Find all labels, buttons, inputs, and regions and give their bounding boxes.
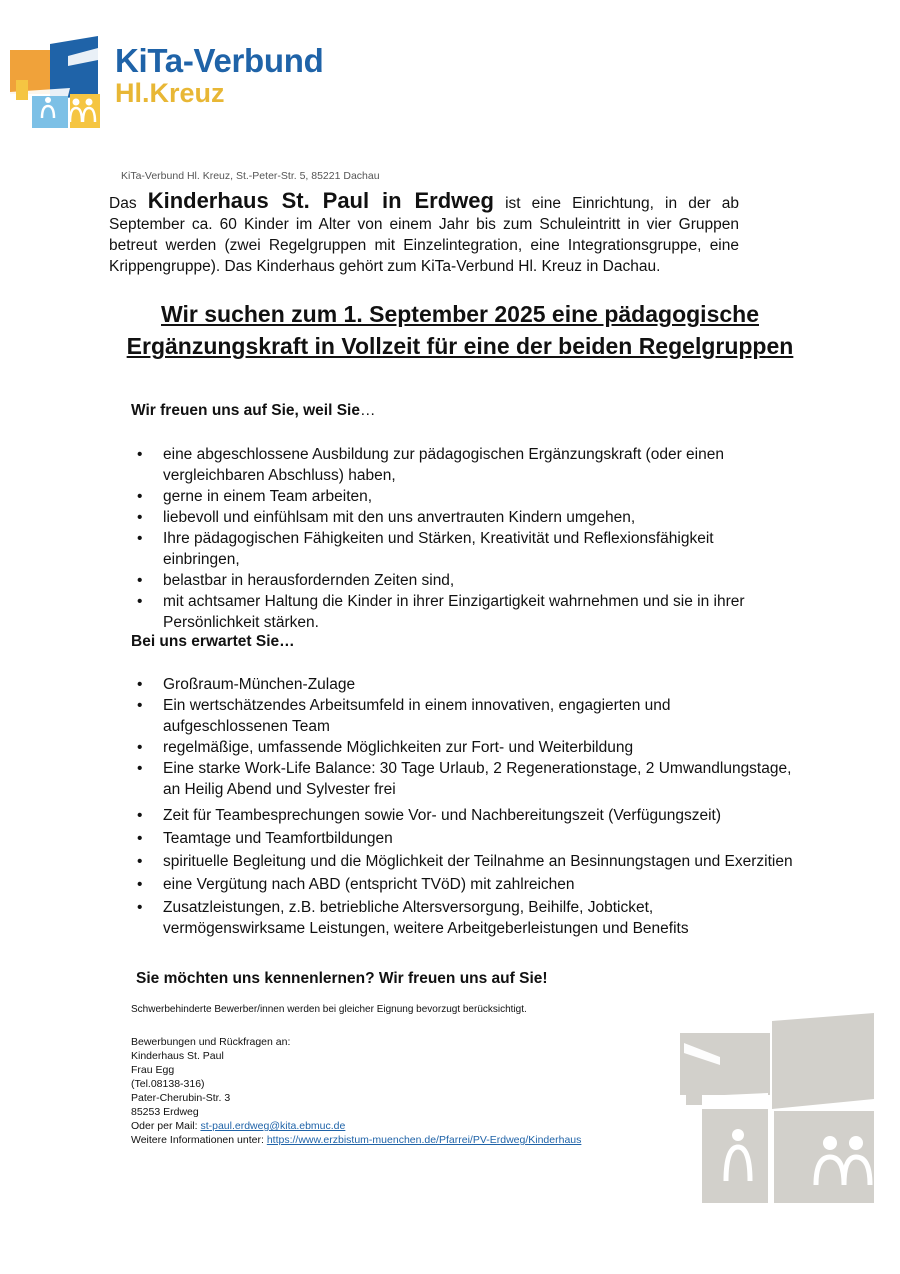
logo-subtitle: Hl.Kreuz bbox=[115, 78, 225, 108]
job-headline bbox=[90, 298, 830, 362]
bullet-icon: • bbox=[137, 807, 143, 824]
list-item: • Zusatzleistungen, z.B. betriebliche Altersversorgung, Beihilfe, Jobticket, vermögenswirksame Leistungen, weitere Arbeitgeberleistungen und Benefits bbox=[137, 899, 689, 937]
bullet-icon: • bbox=[137, 853, 143, 870]
bullet-icon: • bbox=[137, 760, 143, 777]
contact-mail-line: Oder per Mail: st-paul.erdweg@kita.ebmuc.de bbox=[131, 1120, 346, 1132]
email-link[interactable]: st-paul.erdweg@kita.ebmuc.de bbox=[200, 1120, 346, 1132]
bullet-icon: • bbox=[137, 739, 143, 756]
bullet-icon: • bbox=[137, 830, 143, 847]
list-item: • eine Vergütung nach ABD (entspricht TVöD) mit zahlreichen bbox=[137, 876, 575, 893]
contact-street: Pater-Cherubin-Str. 3 bbox=[131, 1092, 231, 1104]
logo-name: KiTa-Verbund bbox=[115, 42, 324, 79]
bullet-icon: • bbox=[137, 530, 143, 547]
list-item: • Ein wertschätzendes Arbeitsumfeld in einem innovativen, engagierten und aufgeschlossenen Team bbox=[137, 697, 671, 735]
bullet-icon: • bbox=[137, 593, 143, 610]
list-item: • liebevoll und einfühlsam mit den uns anvertrauten Kindern umgehen, bbox=[137, 509, 636, 526]
headline-line-1: Wir suchen zum 1. September 2025 eine pädagogische bbox=[161, 301, 759, 327]
headline-line-2: Ergänzungskraft in Vollzeit für eine der beiden Regelgruppen bbox=[126, 333, 794, 359]
bullet-icon: • bbox=[137, 876, 143, 893]
cross-children-watermark-icon bbox=[680, 1013, 874, 1203]
list-item: • Eine starke Work-Life Balance: 30 Tage Urlaub, 2 Regenerationstage, 2 Umwandlungstage, an Heilig Abend und Sylvester frei bbox=[137, 760, 792, 798]
list-item: • Teamtage und Teamfortbildungen bbox=[137, 830, 393, 847]
contact-web-line: Weitere Informationen unter: https://www.erzbistum-muenchen.de/Pfarrei/PV-Erdweg/Kinderhaus bbox=[131, 1134, 582, 1146]
bullet-icon: • bbox=[137, 488, 143, 505]
list-item: • Großraum-München-Zulage bbox=[137, 676, 356, 693]
benefits-heading: Bei uns erwartet Sie… bbox=[131, 633, 295, 650]
list-item: • Ihre pädagogischen Fähigkeiten und Stärken, Kreativität und Reflexionsfähigkeit einbringen, bbox=[137, 530, 714, 568]
bullet-icon: • bbox=[137, 572, 143, 589]
contact-person: Frau Egg bbox=[131, 1064, 175, 1076]
contact-block bbox=[131, 1035, 581, 1147]
list-item: • spirituelle Begleitung und die Möglichkeit der Teilnahme an Besinnungstagen und Exerzitien bbox=[137, 853, 793, 870]
list-item: • mit achtsamer Haltung die Kinder in ihrer Einzigartigkeit wahrnehmen und sie in ihrer Persönlichkeit stärken. bbox=[137, 593, 745, 631]
disability-note: Schwerbehinderte Bewerber/innen werden bei gleicher Eignung bevorzugt berücksichtigt. bbox=[131, 1004, 527, 1015]
intro-lead: Das bbox=[109, 195, 137, 212]
contact-org: Kinderhaus St. Paul bbox=[131, 1050, 224, 1062]
contact-heading: Bewerbungen und Rückfragen an: bbox=[131, 1036, 291, 1048]
facility-name: Kinderhaus St. Paul in Erdweg bbox=[147, 188, 494, 213]
closing-line: Sie möchten uns kennenlernen? Wir freuen uns auf Sie! bbox=[136, 970, 548, 987]
list-item: • gerne in einem Team arbeiten, bbox=[137, 488, 373, 505]
list-item: • Zeit für Teambesprechungen sowie Vor- und Nachbereitungszeit (Verfügungszeit) bbox=[137, 807, 722, 824]
intro-paragraph bbox=[109, 190, 739, 277]
benefits-list bbox=[137, 674, 797, 939]
bullet-icon: • bbox=[137, 697, 143, 714]
bullet-icon: • bbox=[137, 509, 143, 526]
cross-children-logo-icon bbox=[10, 36, 100, 128]
intro-text: ist eine Einrichtung, in der ab September ca. 60 Kinder im Alter von einem Jahr bis zum Schuleintritt in vier Gruppen betreut werden (zwei Regelgruppen mit Einzelintegration, eine Integrationsgruppe, eine Krippengruppe). Das Kinderhaus gehört zum KiTa-Verbund Hl. Kreuz in Dachau. bbox=[109, 195, 739, 275]
requirements-heading-ellipsis: … bbox=[359, 402, 376, 419]
list-item: • regelmäßige, umfassende Möglichkeiten zur Fort- und Weiterbildung bbox=[137, 739, 634, 756]
requirements-list bbox=[137, 444, 757, 633]
contact-city: 85253 Erdweg bbox=[131, 1106, 199, 1118]
website-link[interactable]: https://www.erzbistum-muenchen.de/Pfarrei/PV-Erdweg/Kinderhaus bbox=[266, 1134, 582, 1146]
bullet-icon: • bbox=[137, 446, 143, 463]
requirements-heading-bold: Wir freuen uns auf Sie, weil Sie bbox=[131, 402, 360, 419]
sender-address: KiTa-Verbund Hl. Kreuz, St.-Peter-Str. 5, 85221 Dachau bbox=[121, 170, 380, 182]
bullet-icon: • bbox=[137, 676, 143, 693]
list-item: • eine abgeschlossene Ausbildung zur pädagogischen Ergänzungskraft (oder einen vergleichbaren Abschluss) haben, bbox=[137, 446, 724, 484]
list-item: • belastbar in herausfordernden Zeiten sind, bbox=[137, 572, 455, 589]
bullet-icon: • bbox=[137, 899, 143, 916]
contact-phone: (Tel.08138-316) bbox=[131, 1078, 205, 1090]
requirements-heading bbox=[131, 402, 375, 420]
